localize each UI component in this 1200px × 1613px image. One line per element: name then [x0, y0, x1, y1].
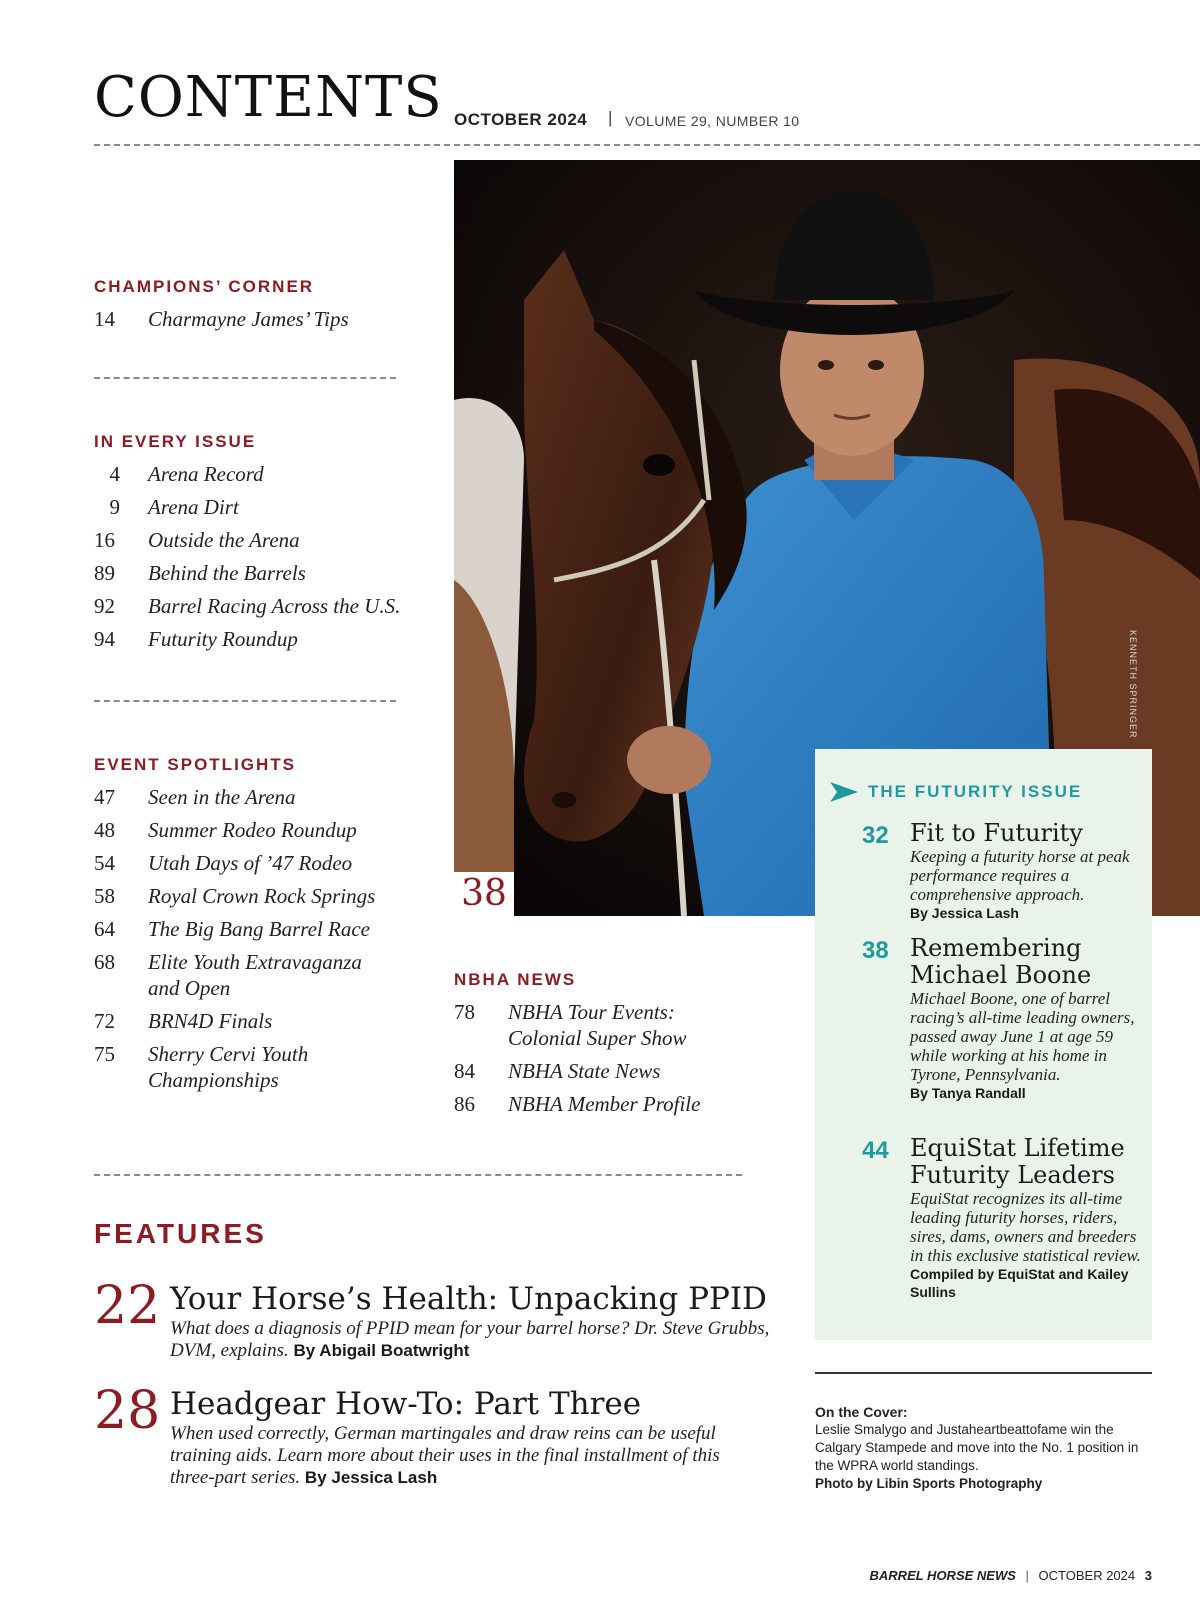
feature-description-text: What does a diagnosis of PPID mean for your barrel horse? Dr. Steve Grubbs, DVM, explains.: [170, 1318, 770, 1361]
toc-entry-title: The Big Bang Barrel Race: [148, 917, 371, 941]
section-heading-nbha-news: NBHA NEWS: [454, 970, 577, 989]
section-heading-champions-corner: CHAMPIONS’ CORNER: [94, 277, 315, 296]
toc-page-number: 9: [109, 495, 120, 519]
futurity-item-byline: By Jessica Lash: [910, 905, 1019, 921]
toc-entry-title: Futurity Roundup: [148, 627, 298, 651]
toc-entry-title: Utah Days of ’47 Rodeo: [148, 851, 353, 875]
feature-page-number: 22: [94, 1276, 161, 1336]
toc-entry-title: NBHA State News: [508, 1059, 661, 1083]
toc-page-number: 75: [94, 1042, 115, 1066]
futurity-item-title: EquiStat Lifetime Futurity Leaders: [910, 1134, 1125, 1189]
toc-entry[interactable]: [94, 781, 424, 814]
page-number: 3: [1144, 1568, 1152, 1583]
event-spotlights-list: [94, 781, 424, 1097]
page-title: CONTENTS: [94, 65, 443, 130]
footer-issue: OCTOBER 2024: [1038, 1568, 1136, 1583]
footer-separator: |: [1025, 1568, 1029, 1583]
features-divider: [94, 1174, 742, 1176]
feature-item[interactable]: [94, 1276, 774, 1362]
futurity-page-number: 44: [862, 1137, 889, 1164]
issue-date: OCTOBER 2024: [454, 110, 588, 129]
toc-entry[interactable]: [454, 1088, 784, 1121]
toc-page-number: 94: [94, 627, 115, 651]
toc-page-number: 84: [454, 1059, 475, 1083]
toc-entry-title: Sherry Cervi Youth Championships: [148, 1042, 309, 1092]
cover-note-rule: [815, 1372, 1152, 1374]
feature-item[interactable]: [94, 1381, 774, 1489]
futurity-item-description: Michael Boone, one of barrel racing’s all-time leading owners, passed away June 1 at age 59 while working at his home in Tyrone, Pennsylvania.: [910, 989, 1135, 1084]
toc-entry[interactable]: [454, 1055, 784, 1088]
toc-entry[interactable]: [454, 996, 784, 1055]
toc-page-number: 64: [94, 917, 115, 941]
photo-credit: KENNETH SPRINGER: [1128, 630, 1138, 739]
toc-entry[interactable]: [94, 491, 424, 524]
toc-entry[interactable]: [94, 557, 424, 590]
section-divider: [94, 700, 396, 702]
toc-entry[interactable]: [94, 814, 424, 847]
page-footer: [870, 1568, 1152, 1583]
toc-page-number: 48: [94, 818, 115, 842]
feature-description: [170, 1423, 730, 1489]
arrow-icon: [830, 782, 858, 802]
futurity-item-title: Remembering Michael Boone: [910, 934, 1092, 989]
toc-entry-title: Barrel Racing Across the U.S.: [148, 594, 401, 618]
toc-entry-title: Seen in the Arena: [148, 785, 296, 809]
section-divider: [94, 377, 396, 379]
feature-title: Headgear How-To: Part Three: [170, 1386, 642, 1422]
toc-page-number: 16: [94, 528, 115, 552]
toc-entry[interactable]: [94, 913, 424, 946]
toc-page-number: 86: [454, 1092, 475, 1116]
masthead-separator: |: [608, 108, 613, 127]
toc-entry-title: Arena Dirt: [148, 495, 239, 519]
futurity-page-number: 38: [862, 937, 889, 964]
futurity-item-byline: By Tanya Randall: [910, 1085, 1026, 1101]
toc-entry-title: BRN4D Finals: [148, 1009, 273, 1033]
section-heading-features: FEATURES: [94, 1218, 267, 1249]
toc-entry[interactable]: [94, 590, 424, 623]
toc-page-number: 68: [94, 950, 115, 974]
toc-entry[interactable]: [94, 880, 424, 913]
masthead-divider: [94, 144, 1200, 146]
toc-entry[interactable]: [94, 458, 424, 491]
feature-byline: By Jessica Lash: [304, 1468, 438, 1487]
section-heading-event-spotlights: EVENT SPOTLIGHTS: [94, 755, 297, 774]
toc-entry-title: Royal Crown Rock Springs: [148, 884, 376, 908]
futurity-item-description: Keeping a futurity horse at peak performance requires a comprehensive approach.: [910, 847, 1130, 904]
feature-description: [170, 1318, 770, 1362]
toc-page-number: 47: [94, 785, 115, 809]
futurity-item-title: Fit to Futurity: [910, 819, 1083, 847]
toc-entry-title: Summer Rodeo Roundup: [148, 818, 357, 842]
feature-page-number: 28: [94, 1381, 161, 1441]
toc-entry-title: Arena Record: [148, 462, 264, 486]
toc-entry-title: Charmayne James’ Tips: [148, 307, 349, 331]
futurity-issue-heading: [830, 782, 1082, 802]
toc-entry[interactable]: [94, 623, 424, 656]
futurity-item-byline: Compiled by EquiStat and Kailey Sullins: [910, 1266, 1129, 1300]
toc-entry[interactable]: [94, 946, 424, 1005]
section-heading-in-every-issue: IN EVERY ISSUE: [94, 432, 257, 451]
toc-page-number: 54: [94, 851, 115, 875]
futurity-item[interactable]: [862, 820, 1152, 922]
cover-photo-credit: Photo by Libin Sports Photography: [815, 1476, 1043, 1491]
cover-note: [815, 1403, 1160, 1493]
toc-page-number: 78: [454, 1000, 475, 1024]
futurity-item[interactable]: [862, 935, 1152, 1102]
toc-entry[interactable]: [94, 847, 424, 880]
feature-description-text: When used correctly, German martingales and draw reins can be useful training aids. Learn more about their uses in the final installment of this three-part series.: [170, 1423, 720, 1488]
toc-entry-title: Outside the Arena: [148, 528, 300, 552]
toc-page-number: 92: [94, 594, 115, 618]
nbha-news-list: [454, 996, 784, 1121]
toc-entry-title: NBHA Tour Events: Colonial Super Show: [508, 1000, 687, 1050]
futurity-item-description: EquiStat recognizes its all-time leading futurity horses, riders, sires, dams, owners and breeders in this exclusive statistical review.: [910, 1189, 1141, 1265]
toc-page-number: 72: [94, 1009, 115, 1033]
champions-corner-list: [94, 303, 414, 336]
toc-entry-title: NBHA Member Profile: [508, 1092, 701, 1116]
toc-entry[interactable]: [94, 303, 414, 336]
cover-note-text: Leslie Smalygo and Justaheartbeattofame win the Calgary Stampede and move into the No. 1 position in the WPRA world standings.: [815, 1422, 1139, 1473]
feature-title: Your Horse’s Health: Unpacking PPID: [170, 1281, 767, 1317]
volume-number: VOLUME 29, NUMBER 10: [625, 113, 800, 129]
toc-entry-title: Elite Youth Extravaganza and Open: [148, 950, 362, 1000]
toc-entry[interactable]: [94, 524, 424, 557]
toc-page-number: 89: [94, 561, 115, 585]
futurity-item[interactable]: [862, 1135, 1152, 1301]
feature-byline: By Abigail Boatwright: [293, 1341, 470, 1360]
toc-page-number: 58: [94, 884, 115, 908]
toc-page-number: 4: [109, 462, 120, 486]
publication-name: BARREL HORSE NEWS: [869, 1568, 1016, 1583]
toc-entry[interactable]: [94, 1005, 424, 1038]
toc-entry[interactable]: [94, 1038, 424, 1097]
cover-note-label: On the Cover:: [815, 1404, 908, 1420]
in-every-issue-list: [94, 458, 424, 656]
futurity-issue-title: THE FUTURITY ISSUE: [868, 782, 1083, 801]
futurity-page-number: 32: [862, 822, 889, 849]
toc-entry-title: Behind the Barrels: [148, 561, 306, 585]
toc-page-number: 14: [94, 307, 115, 331]
photo-page-reference[interactable]: 38: [454, 872, 514, 916]
